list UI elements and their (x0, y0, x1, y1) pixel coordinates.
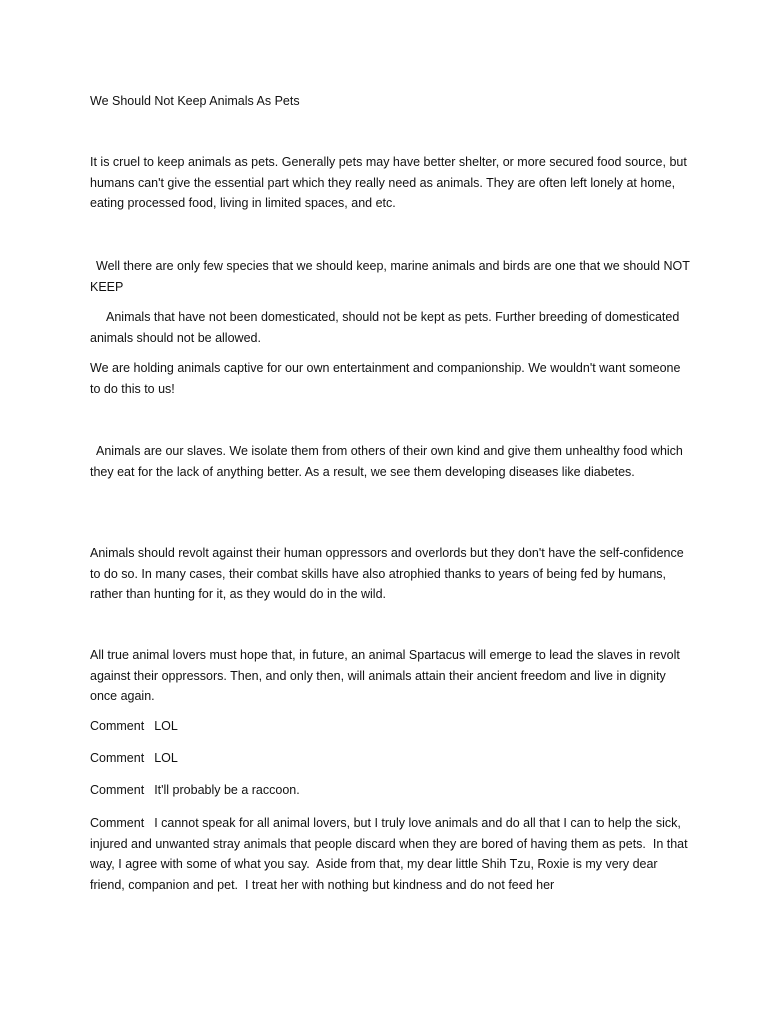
comment-label: Comment (90, 783, 145, 797)
comment-label: Comment (90, 719, 145, 733)
comment-text: LOL (154, 719, 178, 733)
comment-label: Comment (90, 816, 145, 830)
paragraph-spartacus: All true animal lovers must hope that, in future, an animal Spartacus will emerge to lead the slaves in revolt against their oppressors. Then, and only then, will animals attain their ancient freedom and live in dignity once again. (90, 648, 684, 703)
paragraph-cruelty: It is cruel to keep animals as pets. Generally pets may have better shelter, or more secured food source, but humans can't give the essential part which they really need as animals. They are often left lonely at home, eating processed food, living in limited spaces, and etc. (90, 155, 691, 210)
comment-text: I cannot speak for all animal lovers, but I truly love animals and do all that I can to help the sick, injured and unwanted stray animals that people discard when they are bored of having them as pets. In that way, I agree with some of what you say. Aside from that, my dear little Shih Tzu, Roxie is my very dear friend, companion and pet. I treat her with nothing but kindness and do not feed her (90, 816, 692, 892)
document-title: We Should Not Keep Animals As Pets (90, 94, 300, 108)
comment-1 (90, 716, 690, 737)
paragraph-species: Well there are only few species that we should keep, marine animals and birds are one that we should NOT KEEP (90, 259, 694, 294)
paragraph-captive: We are holding animals captive for our own entertainment and companionship. We wouldn't want someone to do this to us! (90, 361, 684, 396)
comment-2 (90, 748, 690, 769)
comment-3 (90, 780, 690, 801)
comment-text: It'll probably be a raccoon. (154, 783, 300, 797)
paragraph-domesticated: Animals that have not been domesticated, should not be kept as pets. Further breeding of domesticated animals should not be allowed. (90, 310, 683, 345)
comment-4 (90, 813, 690, 895)
comment-label: Comment (90, 751, 145, 765)
comment-text: LOL (154, 751, 178, 765)
paragraph-revolt: Animals should revolt against their human oppressors and overlords but they don't have the self-confidence to do so. In many cases, their combat skills have also atrophied thanks to years of being fed by humans, rather than hunting for it, as they would do in the wild. (90, 546, 688, 601)
paragraph-slaves: Animals are our slaves. We isolate them from others of their own kind and give them unhealthy food which they eat for the lack of anything better. As a result, we see them developing diseases like diabetes. (90, 444, 687, 479)
